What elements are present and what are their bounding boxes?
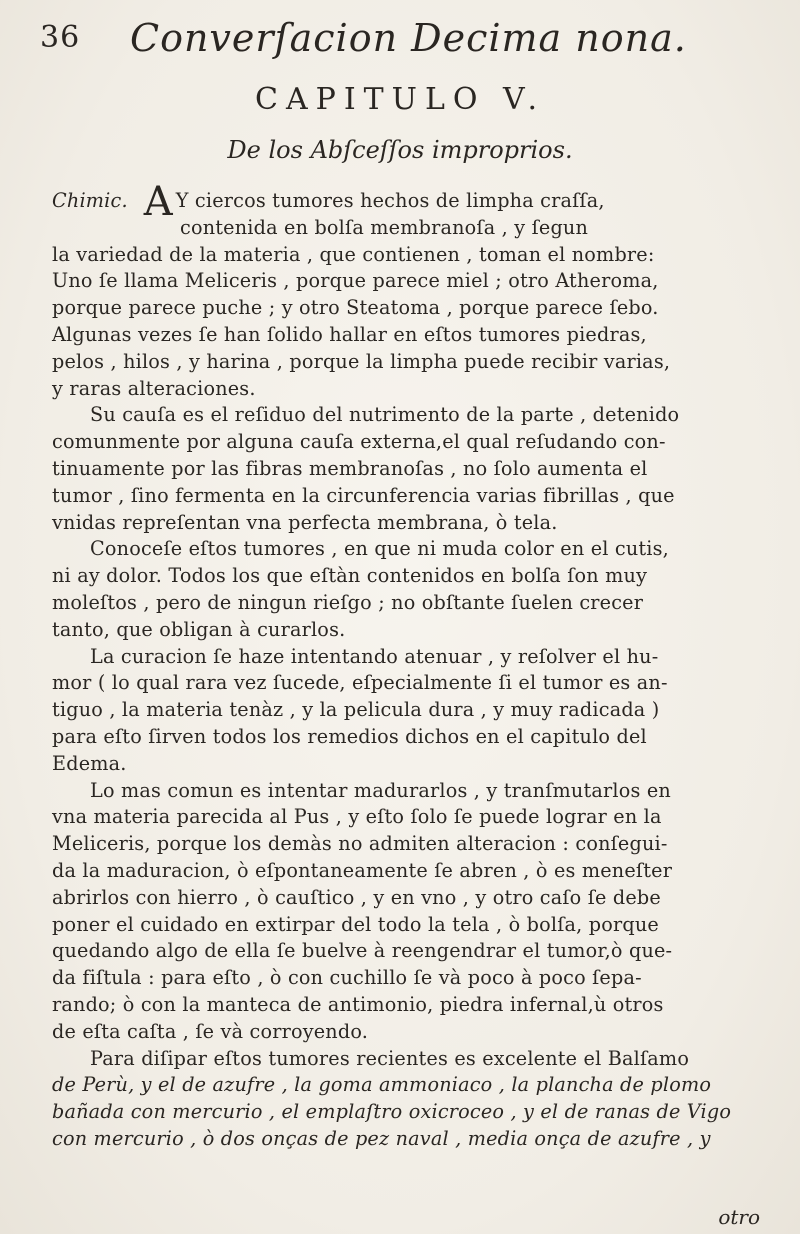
text-line: mor ( lo qual rara vez ſucede, eſpecialmente ſi el tumor es an- [52, 671, 668, 695]
text-line: y raras alteraciones. [52, 376, 256, 400]
text-line: da fiſtula : para eſto , ò con cuchillo ſe và poco à poco ſepa- [52, 966, 642, 990]
text-line: rando; ò con la manteca de antimonio, piedra infernal,ù otros [52, 992, 664, 1016]
text-line: moleſtos , pero de ningun rieſgo ; no obſtante ſuelen crecer [52, 590, 644, 614]
text-line: vna materia parecida al Pus , y eſto ſolo ſe puede lograr en la [52, 805, 662, 829]
chapter-subtitle: De los Abſceſſos improprios. [227, 136, 573, 164]
text-line: comunmente por alguna cauſa externa,el qual reſudando con- [52, 430, 666, 454]
text-line: de eſta caſta , ſe và corroyendo. [52, 1019, 369, 1043]
text-line: porque parece puche ; y otro Steatoma , porque parece ſebo. [52, 296, 659, 320]
text-line: vnidas repreſentan vna perfecta membrana, ò tela. [52, 510, 558, 534]
text-line: con mercurio , ò dos onças de pez naval , media onça de azufre , y [52, 1126, 711, 1150]
drop-cap: A [143, 179, 173, 225]
text-line: Chimic. A Y ciercos tumores hechos de limpha craſſa, [52, 179, 605, 225]
text-line: ni ay dolor. Todos los que eſtàn contenidos en bolſa ſon muy [52, 564, 648, 588]
text-line: quedando algo de ella ſe buelve à reengendrar el tumor,ò que- [52, 939, 673, 963]
text-line: abrirlos con hierro , ò cauſtico , y en vno , y otro caſo ſe debe [52, 885, 661, 909]
text-line: la variedad de la materia , que contienen , toman el nombre: [52, 242, 655, 266]
text-line: Su cauſa es el reſiduo del nutrimento de la parte , detenido [90, 403, 680, 427]
chapter-heading: CAPITULO V. [255, 82, 545, 117]
text-line: para eſto ſirven todos los remedios dichos en el capitulo del [52, 724, 647, 748]
text-line: Uno ſe llama Meliceris , porque parece miel ; otro Atheroma, [52, 269, 659, 293]
body-text [52, 179, 772, 1153]
running-head [40, 16, 760, 66]
text-line: tumor , ſino fermenta en la circunferencia varias fibrillas , que [52, 483, 675, 507]
catchword: otro [718, 1205, 760, 1229]
text-line: Lo mas comun es intentar madurarlos , y tranſmutarlos en [90, 778, 671, 802]
text-line: pelos , hilos , y harina , porque la limpha puede recibir varias, [52, 349, 671, 373]
text-line: bañada con mercurio , el emplaſtro oxicroceo , y el de ranas de Vigo [52, 1100, 732, 1124]
text-line: Edema. [52, 751, 127, 775]
page-number: 36 [40, 20, 81, 55]
text-line: La curacion ſe haze intentando atenuar , y reſolver el hu- [90, 644, 659, 668]
text-line: Para diſipar eſtos tumores recientes es excelente el Balſamo [90, 1046, 690, 1070]
text-line: contenida en bolſa membranoſa , y ſegun [180, 215, 589, 239]
text-line: Conoceſe eſtos tumores , en que ni muda color en el cutis, [90, 537, 669, 561]
text-line: poner el cuidado en extirpar del todo la tela , ò bolſa, porque [52, 912, 659, 936]
text-line: tanto, que obligan à curarlos. [52, 617, 346, 641]
running-title: Converſacion Decima nona. [130, 16, 687, 60]
text-line: tinuamente por las fibras membranoſas , no ſolo aumenta el [52, 456, 648, 480]
text-line: Algunas vezes ſe han ſolido hallar en eſtos tumores piedras, [52, 322, 647, 346]
text-line: tiguo , la materia tenàz , y la pelicula dura , y muy radicada ) [52, 698, 660, 722]
text-line: de Perù, y el de azufre , la goma ammoniaco , la plancha de plomo [52, 1073, 712, 1097]
text-line: da la maduracion, ò eſpontaneamente ſe abren , ò es meneſter [52, 858, 673, 882]
speaker-label: Chimic. [52, 189, 128, 212]
text-line: Meliceris, porque los demàs no admiten alteracion : conſegui- [52, 832, 668, 856]
